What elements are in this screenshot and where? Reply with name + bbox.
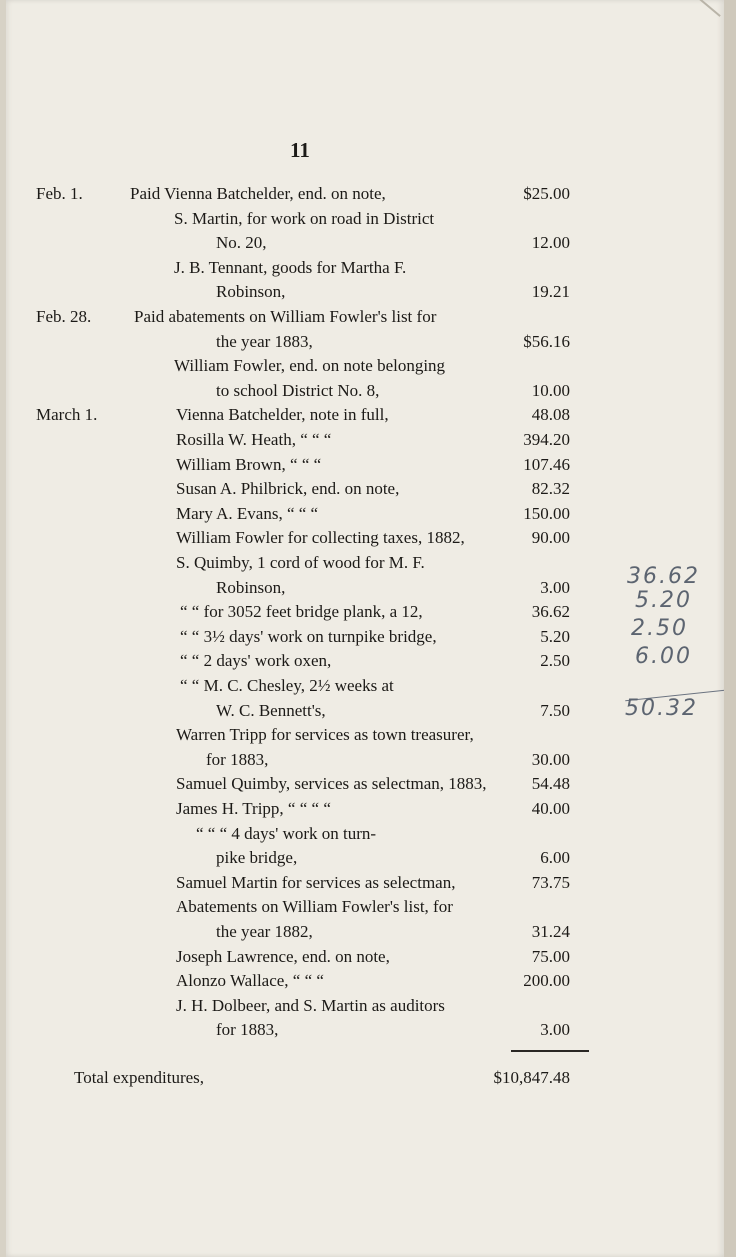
ledger-entry-text: Mary A. Evans, “ “ “ [176,504,319,523]
ledger-amount: $25.00 [523,184,570,203]
ledger-entry-text: Rosilla W. Heath, “ “ “ [176,430,332,449]
ledger-entry-text: J. H. Dolbeer, and S. Martin as auditors [176,996,445,1015]
ledger-entry-text: “ “ for 3052 feet bridge plank, a 12, [180,602,423,621]
ledger-entry-text: W. C. Bennett's, [216,701,326,720]
ledger-entry-text: Robinson, [216,282,286,301]
pencil-annotation [611,562,729,752]
ledger-amount: 19.21 [531,282,570,301]
ledger-amount: 90.00 [531,528,570,547]
ledger-entry-text: “ “ M. C. Chesley, 2½ weeks at [180,676,394,695]
ledger-entry-text: Alonzo Wallace, “ “ “ [176,971,324,990]
ledger-amount: 75.00 [531,947,570,966]
ledger-date: Feb. 1. [36,184,83,203]
ledger-entry-text: Joseph Lawrence, end. on note, [176,947,390,966]
ledger-entry-text: “ “ 2 days' work oxen, [180,651,332,670]
ledger-amount: 3.00 [540,1020,570,1039]
total-amount: $10,847.48 [493,1068,570,1087]
pencil-note: 36.62 [627,564,700,589]
page-corner-mark [677,0,721,40]
ledger-entry-text: “ “ 3½ days' work on turnpike bridge, [180,627,437,646]
ledger-entry-text: pike bridge, [216,848,298,867]
pencil-note: 50.32 [625,696,698,721]
ledger-entry-text: Paid abatements on William Fowler's list for [134,307,437,326]
ledger-amount: 48.08 [531,405,570,424]
ledger-entry-text: James H. Tripp, “ “ “ “ [176,799,331,818]
ledger-entry-text: Warren Tripp for services as town treasurer, [176,725,474,744]
pencil-note: 2.50 [631,616,688,641]
ledger-amount: 30.00 [531,750,570,769]
ledger-entry-text: Vienna Batchelder, note in full, [176,405,389,424]
ledger-amount: 82.32 [531,479,570,498]
ledger-entry-text: to school District No. 8, [216,381,380,400]
ledger-amount: 54.48 [531,774,570,793]
ledger-amount: 40.00 [531,799,570,818]
ledger-amount: 10.00 [531,381,570,400]
ledger-entry-text: the year 1883, [216,332,313,351]
pencil-note: 5.20 [635,588,692,613]
ledger-amount: 6.00 [540,848,570,867]
ledger-entry-text: Samuel Martin for services as selectman, [176,873,456,892]
ledger-amount: 12.00 [531,233,570,252]
ledger-amount: 31.24 [531,922,570,941]
pencil-note: 6.00 [635,644,692,669]
ledger-entry-text: William Brown, “ “ “ [176,455,322,474]
ledger-entry-text: Paid Vienna Batchelder, end. on note, [130,184,386,203]
ledger-amount: 5.20 [540,627,570,646]
ledger-entry-text: the year 1882, [216,922,313,941]
ledger-entry-text: for 1883, [216,1020,279,1039]
ledger-amount: 150.00 [523,504,570,523]
ledger-date: Feb. 28. [36,307,92,326]
ledger-entry-text: No. 20, [216,233,267,252]
page-number: 11 [290,138,310,162]
total-label: Total expenditures, [74,1068,205,1087]
ledger-amount: 73.75 [531,873,570,892]
ledger-amount: 200.00 [523,971,570,990]
ledger-amount: 107.46 [523,455,570,474]
ledger-amount: 394.20 [523,430,570,449]
ledger-amount: 2.50 [540,651,570,670]
ledger-amount: 7.50 [540,701,570,720]
ledger-entry-text: Susan A. Philbrick, end. on note, [176,479,400,498]
ledger-entry-text: J. B. Tennant, goods for Martha F. [174,258,407,277]
ledger-entry-text: Samuel Quimby, services as selectman, 1883, [176,774,487,793]
ledger-entry-text: Abatements on William Fowler's list, for [176,897,453,916]
ledger-entry-text: William Fowler, end. on note belonging [174,356,446,375]
document-page [6,0,724,1257]
ledger-amount: 36.62 [531,602,570,621]
page-edge [724,0,736,1257]
ledger-amount: $56.16 [523,332,570,351]
total-rule [511,1050,589,1052]
ledger-amount: 3.00 [540,578,570,597]
ledger-date: March 1. [36,405,98,424]
ledger-entry-text: Robinson, [216,578,286,597]
ledger-entry-text: for 1883, [206,750,269,769]
ledger-entry-text: “ “ “ 4 days' work on turn- [196,824,377,843]
ledger-entry-text: S. Quimby, 1 cord of wood for M. F. [176,553,425,572]
ledger-entry-text: William Fowler for collecting taxes, 1882, [176,528,465,547]
ledger-entry-text: S. Martin, for work on road in District [174,209,435,228]
